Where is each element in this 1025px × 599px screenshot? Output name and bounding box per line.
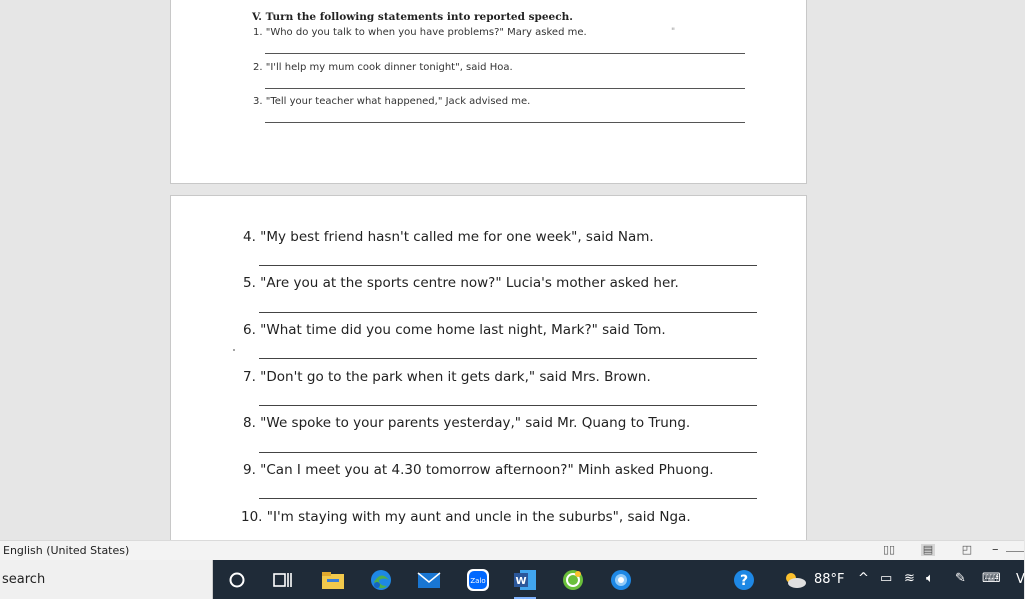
answer-line-4 <box>259 265 757 266</box>
word-status-bar <box>0 540 1024 560</box>
edge-icon[interactable] <box>368 567 394 593</box>
wifi-icon[interactable]: ≋ <box>904 571 915 586</box>
document-page-2 <box>170 195 807 555</box>
language-indicator[interactable]: English (United States) <box>3 544 130 557</box>
question-1: 1. "Who do you talk to when you have problems?" Mary asked me. <box>253 27 587 38</box>
pen-icon[interactable]: ✎ <box>955 571 966 586</box>
weather-cloud-icon[interactable] <box>782 567 808 593</box>
question-3: 3. "Tell your teacher what happened," Jack advised me. <box>253 96 531 107</box>
question-9: 9. "Can I meet you at 4.30 tomorrow afternoon?" Minh asked Phuong. <box>243 462 714 478</box>
answer-line-5 <box>259 312 757 313</box>
print-layout-icon[interactable]: ▤ <box>922 543 934 556</box>
question-7: 7. "Don't go to the park when it gets dark," said Mrs. Brown. <box>243 369 651 385</box>
word-label: W <box>515 576 527 587</box>
pen-mark: " <box>671 27 676 37</box>
weather-temperature[interactable]: 88°F <box>814 572 845 587</box>
document-page-1 <box>170 0 807 184</box>
answer-line-9 <box>259 498 757 499</box>
file-explorer-icon[interactable] <box>320 567 346 593</box>
taskbar-search-box[interactable] <box>0 560 213 599</box>
zalo-label: Zalo <box>470 577 486 585</box>
volume-icon[interactable]: 🔈︎ <box>926 571 934 586</box>
answer-line-6 <box>259 358 757 359</box>
question-2: 2. "I'll help my mum cook dinner tonight", said Hoa. <box>253 62 513 73</box>
app-blue-icon[interactable] <box>608 567 634 593</box>
section-title: V. Turn the following statements into reported speech. <box>252 11 573 23</box>
question-10: 10. "I'm staying with my aunt and uncle in the suburbs", said Nga. <box>241 509 691 525</box>
question-4: 4. "My best friend hasn't called me for one week", said Nam. <box>243 229 654 245</box>
battery-icon[interactable]: ▭ <box>880 571 893 586</box>
stray-dot <box>233 349 235 351</box>
word-icon[interactable] <box>512 567 538 593</box>
answer-line-3 <box>265 122 745 123</box>
zoom-slider[interactable] <box>1006 551 1024 552</box>
windows-taskbar <box>0 560 1024 599</box>
help-icon[interactable] <box>731 567 757 593</box>
answer-line-8 <box>259 452 757 453</box>
tray-trailing-text[interactable]: V <box>1016 572 1025 587</box>
read-mode-icon[interactable]: ▯▯ <box>882 543 896 556</box>
question-6: 6. "What time did you come home last night, Mark?" said Tom. <box>243 322 666 338</box>
task-view-icon[interactable] <box>270 567 296 593</box>
zoom-out-button[interactable]: – <box>992 542 999 557</box>
keyboard-icon[interactable]: ⌨ <box>982 571 1001 586</box>
mail-icon[interactable] <box>416 567 442 593</box>
answer-line-1 <box>265 53 745 54</box>
svg-text:?: ? <box>739 573 749 589</box>
answer-line-7 <box>259 405 757 406</box>
search-text: search <box>2 572 46 587</box>
zalo-icon[interactable] <box>465 567 491 593</box>
cortana-icon[interactable] <box>224 567 250 593</box>
chevron-up-icon[interactable]: ^ <box>858 571 869 586</box>
answer-line-2 <box>265 88 745 89</box>
web-layout-icon[interactable]: ◰ <box>961 543 973 556</box>
question-8: 8. "We spoke to your parents yesterday," said Mr. Quang to Trung. <box>243 415 691 431</box>
question-5: 5. "Are you at the sports centre now?" Lucia's mother asked her. <box>243 275 679 291</box>
app-green-icon[interactable] <box>560 567 586 593</box>
